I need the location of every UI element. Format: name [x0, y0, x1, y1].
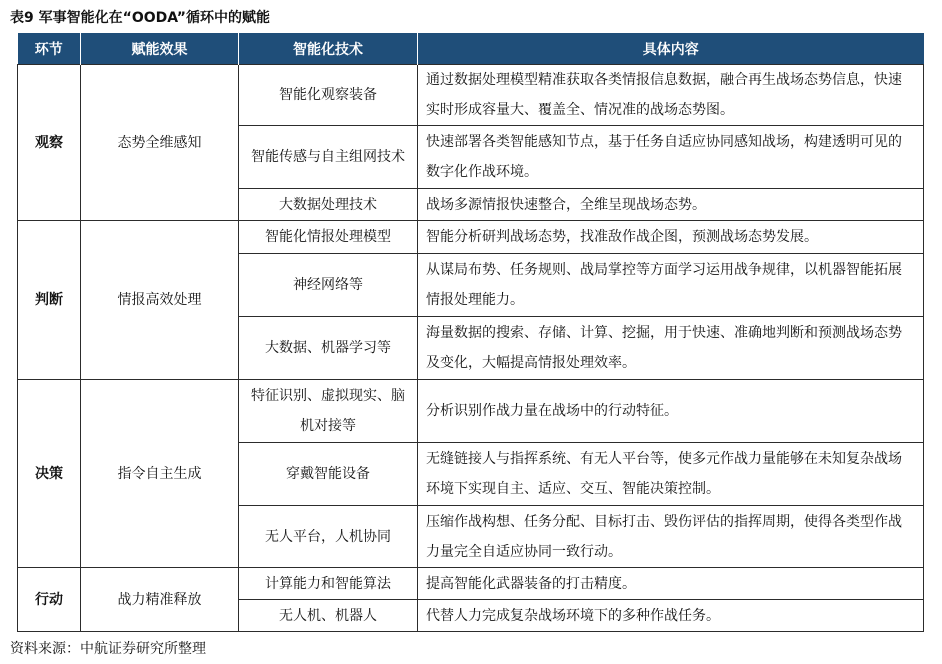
table-row [18, 380, 924, 443]
ooda-table [17, 33, 924, 632]
tech-cell: 大数据处理技术 [239, 189, 418, 221]
detail-cell: 压缩作战构想、任务分配、目标打击、毁伤评估的指挥周期，使得各类型作战力量完全自适应协同一致行动。 [418, 506, 924, 568]
detail-cell: 代替人力完成复杂战场环境下的多种作战任务。 [418, 600, 924, 632]
stage-observe: 观察 [18, 65, 81, 221]
stage-act: 行动 [18, 568, 81, 632]
tech-cell: 无人平台，人机协同 [239, 506, 418, 568]
header-effect: 赋能效果 [81, 33, 239, 65]
detail-cell: 战场多源情报快速整合，全维呈现战场态势。 [418, 189, 924, 221]
effect-act: 战力精准释放 [81, 568, 239, 632]
source-note: 资料来源：中航证券研究所整理 [10, 641, 206, 657]
tech-cell: 智能传感与自主组网技术 [239, 126, 418, 189]
tech-cell: 智能化观察装备 [239, 65, 418, 126]
detail-cell: 智能分析研判战场态势，找准敌作战企图，预测战场态势发展。 [418, 221, 924, 254]
detail-cell: 从谋局布势、任务规则、战局掌控等方面学习运用战争规律，以机器智能拓展情报处理能力。 [418, 254, 924, 317]
tech-cell: 无人机、机器人 [239, 600, 418, 632]
header-stage: 环节 [18, 33, 81, 65]
table-title: 表9 军事智能化在“OODA”循环中的赋能 [10, 10, 270, 26]
effect-observe: 态势全维感知 [81, 65, 239, 221]
stage-decide: 决策 [18, 380, 81, 568]
tech-cell: 特征识别、虚拟现实、脑机对接等 [239, 380, 418, 443]
table-row [18, 65, 924, 126]
header-tech: 智能化技术 [239, 33, 418, 65]
table-row [18, 221, 924, 254]
effect-decide: 指令自主生成 [81, 380, 239, 568]
tech-cell: 穿戴智能设备 [239, 443, 418, 506]
header-row [18, 33, 924, 65]
header-detail: 具体内容 [418, 33, 924, 65]
effect-orient: 情报高效处理 [81, 221, 239, 380]
detail-cell: 分析识别作战力量在战场中的行动特征。 [418, 380, 924, 443]
tech-cell: 计算能力和智能算法 [239, 568, 418, 600]
tech-cell: 智能化情报处理模型 [239, 221, 418, 254]
detail-cell: 无缝链接人与指挥系统、有无人平台等，使多元作战力量能够在未知复杂战场环境下实现自主、适应、交互、智能决策控制。 [418, 443, 924, 506]
detail-cell: 提高智能化武器装备的打击精度。 [418, 568, 924, 600]
tech-cell: 神经网络等 [239, 254, 418, 317]
table-row [18, 568, 924, 600]
tech-cell: 大数据、机器学习等 [239, 317, 418, 380]
detail-cell: 海量数据的搜索、存储、计算、挖掘，用于快速、准确地判断和预测战场态势及变化，大幅提高情报处理效率。 [418, 317, 924, 380]
stage-orient: 判断 [18, 221, 81, 380]
detail-cell: 通过数据处理模型精准获取各类情报信息数据，融合再生战场态势信息，快速实时形成容量大、覆盖全、情况准的战场态势图。 [418, 65, 924, 126]
detail-cell: 快速部署各类智能感知节点，基于任务自适应协同感知战场，构建透明可见的数字化作战环境。 [418, 126, 924, 189]
